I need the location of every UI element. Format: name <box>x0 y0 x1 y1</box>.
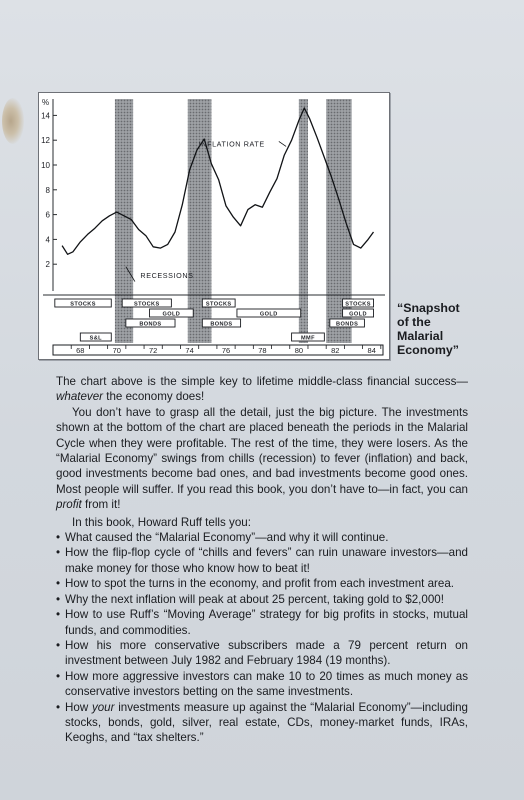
investment-band-label: MMF <box>301 335 315 342</box>
chart-caption <box>397 301 517 357</box>
recession-bar <box>299 99 308 343</box>
bullet-icon: • <box>56 608 61 622</box>
bullet-icon: • <box>56 700 61 714</box>
x-tick-label: 76 <box>221 346 231 355</box>
investment-band-label: BONDS <box>210 321 233 328</box>
y-axis-label: % <box>42 98 50 107</box>
bullet-icon: • <box>56 531 61 545</box>
caption-line: Economy” <box>397 343 459 357</box>
bullet-icon: • <box>56 577 61 591</box>
y-tick-label: 4 <box>45 235 50 245</box>
caption-line: of the <box>397 315 431 329</box>
x-tick-label: 80 <box>294 346 304 355</box>
list-item <box>56 592 468 607</box>
list-item-text: How the flip-flop cycle of “chills and fevers” can ruin unaware investors—and make money for those who know how to beat it! <box>65 546 468 575</box>
inflation-leader <box>279 141 286 146</box>
x-tick-label: 84 <box>367 346 376 355</box>
explain-paragraph <box>56 405 468 513</box>
list-item-text: How to spot the turns in the economy, and profit from each investment area. <box>65 577 455 591</box>
explain-emphasis: profit <box>56 498 82 512</box>
x-tick-label: 78 <box>258 346 267 355</box>
investment-band-label: STOCKS <box>133 301 160 308</box>
y-tick-label: 6 <box>45 210 50 220</box>
y-tick-label: 2 <box>45 260 50 270</box>
investment-band-label: STOCKS <box>205 301 232 308</box>
list-item <box>56 669 468 700</box>
x-tick-label: 82 <box>331 346 340 355</box>
chart-svg <box>39 93 389 359</box>
x-tick-label: 72 <box>148 346 158 355</box>
bullet-icon: • <box>56 546 61 560</box>
list-item <box>56 576 468 591</box>
investment-band-label: GOLD <box>162 311 181 318</box>
bullet-icon: • <box>56 592 61 606</box>
explain-text-end: from it! <box>81 498 121 512</box>
caption-line: “Snapshot <box>397 301 460 315</box>
y-tick-label: 14 <box>41 111 50 121</box>
intro-text: The chart above is the simple key to lifetime middle-class financial success— <box>56 375 468 388</box>
intro-emphasis: whatever <box>56 390 104 404</box>
investment-band-label: BONDS <box>336 321 359 328</box>
investment-band-label: STOCKS <box>70 301 96 308</box>
investment-band-label: S&L <box>89 335 102 342</box>
recessions-label: RECESSIONS <box>140 270 194 280</box>
list-item-text: How more aggressive investors can make 10 to 20 times as much money as conservative investors betting on the same investments. <box>65 669 468 699</box>
list-item <box>56 700 468 746</box>
x-tick-label: 68 <box>76 346 85 355</box>
bullet-lead: In this book, Howard Ruff tells you: <box>72 515 251 529</box>
investment-band-label: STOCKS <box>345 301 371 308</box>
investment-bands <box>55 299 374 341</box>
x-axis-bar <box>53 345 383 355</box>
list-item-text: How <box>65 700 92 714</box>
intro-paragraph <box>56 374 468 405</box>
body-text <box>56 374 468 746</box>
list-item-text: What caused the “Malarial Economy”—and why it will continue. <box>65 531 389 545</box>
list-item-text: Why the next inflation will peak at about 25 percent, taking gold to $2,000! <box>65 592 444 606</box>
list-item-text-end: investments measure up against the “Malarial Economy”—including stocks, bonds, gold, silver, real estate, CDs, money-market funds, IRAs, Keoghs, and “tax shelters.” <box>65 700 468 745</box>
y-tick-label: 10 <box>41 161 50 170</box>
list-item-text: How his more conservative subscribers made a 79 percent return on investment between July 1982 and February 1984 (19 months). <box>65 638 468 668</box>
x-tick-label: 74 <box>185 346 194 355</box>
investment-band-label: GOLD <box>259 311 278 318</box>
list-item <box>56 607 468 638</box>
explain-text: You don’t have to grasp all the detail, just the big picture. The investments shown at the bottom of the chart are placed beneath the periods in the Malarial Cycle when they were profitable. The rest of the time, they were losers. As the “Malarial Economy” swings from chills (recession) to fever (inflation) and back, good investments become bad ones, and bad investments become good ones. Most people will suffer. If you read this book, you don’t have to—in fact, you can <box>56 405 468 496</box>
benefit-list <box>56 530 468 746</box>
malarial-economy-chart <box>38 92 390 360</box>
caption-line: Malarial <box>397 329 444 343</box>
y-tick-label: 8 <box>45 185 50 195</box>
list-item <box>56 530 468 545</box>
x-tick-label: 70 <box>112 346 121 355</box>
cover-stain <box>2 98 24 144</box>
investment-band-label: GOLD <box>349 311 367 318</box>
list-item-emphasis: your <box>91 700 115 714</box>
bullet-icon: • <box>56 669 61 683</box>
inflation-rate-label: INFLATION RATE <box>198 139 265 149</box>
bullet-icon: • <box>56 638 61 652</box>
list-item-text: How to use Ruff’s “Moving Average” strategy for big profits in stocks, mutual funds, and commodities. <box>65 608 468 637</box>
list-item <box>56 545 468 576</box>
investment-band-label: BONDS <box>139 321 162 328</box>
intro-text-end: the economy does! <box>103 390 205 404</box>
list-item <box>56 638 468 669</box>
y-tick-label: 12 <box>41 136 50 146</box>
